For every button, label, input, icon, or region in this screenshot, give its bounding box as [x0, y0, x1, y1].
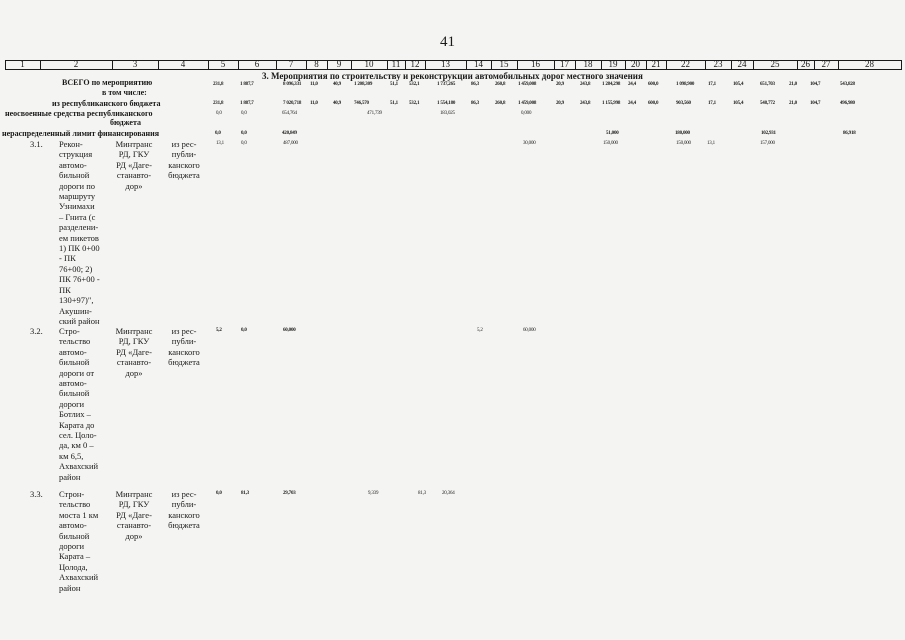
summary-value: 105,4 [733, 82, 744, 87]
header-column-number: 1 [20, 59, 25, 69]
header-column-number: 18 [583, 59, 593, 69]
row-source-line: из рес- [171, 489, 197, 499]
summary-value: 86,918 [843, 131, 856, 136]
summary-value: 600,0 [648, 101, 659, 106]
row-name [59, 326, 98, 482]
row-value: 0,0 [241, 141, 247, 146]
header-column-number: 4 [180, 59, 186, 69]
row-executor-line: дор» [125, 530, 143, 541]
header-column-number: 15 [499, 59, 509, 69]
summary-value: 21,0 [789, 82, 797, 87]
row-name-line: Цолода, [59, 561, 88, 572]
row-name-line: бильной [59, 530, 90, 541]
row-source [160, 326, 208, 368]
row-value: 30,000 [523, 141, 536, 146]
row-source [160, 489, 208, 531]
row-executor [108, 139, 160, 191]
row-value: 29,703 [283, 491, 296, 496]
header-column-number: 17 [560, 59, 569, 69]
summary-value: 260,8 [495, 101, 506, 106]
summary-value: 1 098,900 [676, 82, 695, 87]
row-executor [108, 326, 160, 378]
row-name-line: ПК [59, 284, 71, 295]
total-label: ВСЕГО по мероприятию [62, 78, 153, 87]
summary-value: 183,025 [440, 111, 455, 116]
header-column-number: 5 [220, 59, 226, 69]
summary-value: 231,8 [213, 101, 224, 106]
summary-value: 102,931 [761, 131, 776, 136]
row-value: 0,0 [241, 328, 247, 333]
summary-value: 104,7 [810, 101, 821, 106]
summary-value: 746,570 [354, 101, 369, 106]
row-name-line: Стро- [59, 326, 80, 336]
header-bottom-border [5, 69, 901, 70]
row-executor-line: РД, ГКУ [118, 149, 150, 160]
row-value: 5,2 [477, 328, 483, 333]
row-source-line: публи- [171, 149, 197, 160]
row-source-line: публи- [171, 499, 197, 510]
header-column-number: 9 [336, 59, 342, 69]
summary-value: 243,8 [580, 101, 591, 106]
summary-value: 1 208,309 [354, 82, 373, 87]
summary-value: 0,0 [215, 131, 221, 136]
header-column-number: 25 [770, 59, 780, 69]
row-executor-line: РД, ГКУ [118, 499, 150, 510]
row-executor-line: станавто- [116, 520, 152, 531]
summary-value: 543,828 [840, 82, 855, 87]
summary-value: 7 020,718 [283, 101, 302, 106]
row-source-line: канского [168, 159, 200, 170]
row-name-line: 76+00; 2) [59, 263, 93, 274]
unallocated-limit-label: нераспределенный лимит финансирования [2, 129, 160, 138]
row-name-line: да, км 0 – [59, 440, 94, 451]
row-value: 60,000 [523, 328, 536, 333]
row-source-line: публи- [171, 336, 197, 347]
summary-value: 104,7 [810, 82, 821, 87]
row-name-line: ПК 76+00 - [59, 274, 100, 285]
header-column-number: 26 [801, 59, 810, 69]
row-name-line: дороги [59, 541, 85, 552]
summary-value: 532,1 [409, 82, 420, 87]
summary-value: 24,4 [628, 82, 636, 87]
header-column-number: 13 [441, 59, 450, 69]
row-executor [108, 489, 160, 541]
header-column-number: 28 [865, 59, 874, 69]
summary-value: 0,0 [241, 111, 247, 116]
row-value: 150,000 [603, 141, 618, 146]
row-name-line: ем пикетов [59, 232, 99, 243]
row-value: 150,000 [676, 141, 691, 146]
row-name-line: дороги по [59, 180, 96, 191]
summary-value: 20,9 [556, 101, 564, 106]
row-name-line: автомо- [59, 520, 87, 531]
summary-value: 40,9 [333, 101, 341, 106]
row-name-line: маршруту [59, 191, 96, 202]
row-executor-line: станавто- [116, 357, 152, 368]
summary-value: 86,3 [471, 101, 479, 106]
row-executor-line: РД «Даге- [116, 159, 152, 170]
summary-value: 17,1 [708, 82, 716, 87]
row-source-line: из рес- [171, 139, 197, 149]
summary-value: 8 096,331 [283, 82, 302, 87]
row-name-line: – Гнита (с [59, 211, 96, 222]
row-name-line: Строн- [59, 489, 85, 499]
republic-budget-label: из республиканского бюджета [52, 99, 161, 108]
row-name-line: Рекон- [59, 139, 83, 149]
row-name-line: Ахвахский [59, 461, 99, 472]
row-name [59, 489, 98, 593]
header-column-number: 6 [254, 59, 260, 69]
summary-value: 11,0 [310, 82, 318, 87]
summary-value: 21,0 [789, 101, 797, 106]
header-column-number: 14 [474, 59, 483, 69]
row-name-line: струкция [59, 149, 93, 160]
header-column-number: 19 [608, 59, 618, 69]
header-column-number: 20 [631, 59, 640, 69]
summary-value: 496,980 [840, 101, 855, 106]
summary-value: 0,0 [216, 111, 222, 116]
row-name-line: тельство [59, 499, 91, 510]
row-number: 3.2. [30, 326, 43, 336]
row-executor-line: Минтранс [115, 326, 153, 336]
row-source [160, 139, 208, 181]
row-name-line: 130+97)", [59, 295, 94, 306]
header-column-number: 21 [651, 59, 661, 69]
row-value: 81,3 [241, 491, 249, 496]
header-column-number: 12 [410, 59, 420, 69]
row-name-line: автомо- [59, 378, 87, 389]
summary-value: 180,000 [675, 131, 690, 136]
row-name-line: Ахвахский [59, 572, 99, 583]
row-name-line: дороги от [59, 367, 95, 378]
header-column-number: 23 [713, 59, 723, 69]
section-title: 3. Мероприятия по строительству и реконструкции автомобильных дорог местного значения [262, 71, 643, 81]
row-name-line: разделени- [59, 222, 99, 233]
row-number: 3.1. [30, 139, 43, 149]
row-name-line: район [59, 471, 81, 482]
row-source-line: из рес- [171, 326, 197, 336]
summary-value: 51,1 [390, 101, 398, 106]
summary-value: 532,1 [409, 101, 420, 106]
row-source-line: бюджета [168, 357, 200, 368]
row-name-line: бильной [59, 388, 90, 399]
header-column-number: 2 [73, 59, 79, 69]
row-value: 9,339 [368, 491, 379, 496]
header-column-number: 8 [314, 59, 319, 69]
header-column-number: 11 [391, 59, 401, 69]
total-sublabel: в том числе: [102, 88, 147, 97]
row-name-line: ский район [59, 315, 100, 326]
row-executor-line: РД, ГКУ [118, 336, 150, 347]
row-value: 13,1 [216, 141, 224, 146]
row-value: 0,0 [216, 491, 222, 496]
header-column-number: 10 [364, 59, 374, 69]
header-divider [901, 60, 902, 70]
row-executor-line: дор» [125, 180, 143, 191]
summary-value: 86,3 [471, 82, 479, 87]
summary-value: 1 887,7 [240, 101, 254, 106]
row-name-line: моста 1 км [59, 509, 99, 520]
header-column-number: 24 [737, 59, 747, 69]
summary-value: 1 887,7 [240, 82, 254, 87]
row-source-line: канского [168, 346, 200, 357]
row-executor-line: дор» [125, 367, 143, 378]
row-name-line: тельство [59, 336, 91, 347]
row-value: 20,364 [442, 491, 455, 496]
summary-value: 11,0 [310, 101, 318, 106]
summary-value: 1 554,180 [437, 101, 456, 106]
summary-value: 471,739 [367, 111, 382, 116]
row-name-line: район [59, 582, 81, 593]
summary-value: 1 284,298 [602, 82, 621, 87]
row-name-line: бильной [59, 170, 90, 181]
summary-value: 51,1 [390, 82, 398, 87]
summary-value: 1 737,265 [437, 82, 456, 87]
header-column-number: 16 [531, 59, 540, 69]
summary-value: 0,0 [241, 131, 247, 136]
row-executor-line: Минтранс [115, 139, 153, 149]
row-value: 157,000 [760, 141, 775, 146]
row-name-line: автомо- [59, 159, 87, 170]
row-source-line: канского [168, 509, 200, 520]
summary-value: 105,4 [733, 101, 744, 106]
summary-value: 654,764 [282, 111, 297, 116]
summary-value: 0,000 [521, 111, 532, 116]
row-name-line: бильной [59, 357, 90, 368]
row-value: 487,000 [283, 141, 298, 146]
summary-value: 1 459,008 [518, 82, 537, 87]
row-name-line: Узнимахи [59, 201, 95, 212]
row-executor-line: РД «Даге- [116, 346, 152, 357]
row-source-line: бюджета [168, 170, 200, 181]
row-name-line: Карата до [59, 419, 95, 430]
summary-value: 651,703 [760, 82, 775, 87]
summary-value: 40,9 [333, 82, 341, 87]
row-value: 81,3 [418, 491, 426, 496]
header-column-number: 7 [288, 59, 294, 69]
unspent-funds-label-cont: бюджета [110, 118, 141, 127]
row-name-line: 1) ПК 0+00 [59, 243, 100, 254]
row-executor-line: Минтранс [115, 489, 153, 499]
row-value: 5,2 [216, 328, 222, 333]
row-name-line: - ПК [59, 253, 76, 264]
header-column-number: 3 [132, 59, 138, 69]
summary-value: 420,849 [282, 131, 297, 136]
row-number: 3.3. [30, 489, 43, 499]
summary-value: 1 155,998 [602, 101, 621, 106]
row-name-line: км 6,5, [59, 450, 84, 461]
summary-value: 1 459,008 [518, 101, 537, 106]
row-name-line: сел. Цоло- [59, 430, 97, 441]
summary-value: 231,8 [213, 82, 224, 87]
row-executor-line: РД «Даге- [116, 509, 152, 520]
row-name-line: Акушин- [59, 305, 92, 316]
summary-value: 260,8 [495, 82, 506, 87]
summary-value: 548,772 [760, 101, 775, 106]
summary-value: 20,9 [556, 82, 564, 87]
row-value: 60,000 [283, 328, 296, 333]
row-name [59, 139, 100, 326]
row-name-line: дороги [59, 398, 85, 409]
unspent-funds-label: неосвоенные средства республиканского [5, 109, 153, 118]
row-value: 13,1 [707, 141, 715, 146]
row-executor-line: станавто- [116, 170, 152, 181]
summary-value: 903,560 [676, 101, 691, 106]
summary-value: 24,4 [628, 101, 636, 106]
row-name-line: Карата – [59, 551, 91, 562]
page-number: 41 [440, 34, 455, 50]
row-name-line: автомо- [59, 346, 87, 357]
header-column-number: 27 [821, 59, 831, 69]
summary-value: 17,1 [708, 101, 716, 106]
row-name-line: Ботлих – [59, 409, 91, 420]
row-source-line: бюджета [168, 520, 200, 531]
summary-value: 600,0 [648, 82, 659, 87]
header-column-number: 22 [681, 59, 690, 69]
summary-value: 243,8 [580, 82, 591, 87]
summary-value: 51,000 [606, 131, 619, 136]
